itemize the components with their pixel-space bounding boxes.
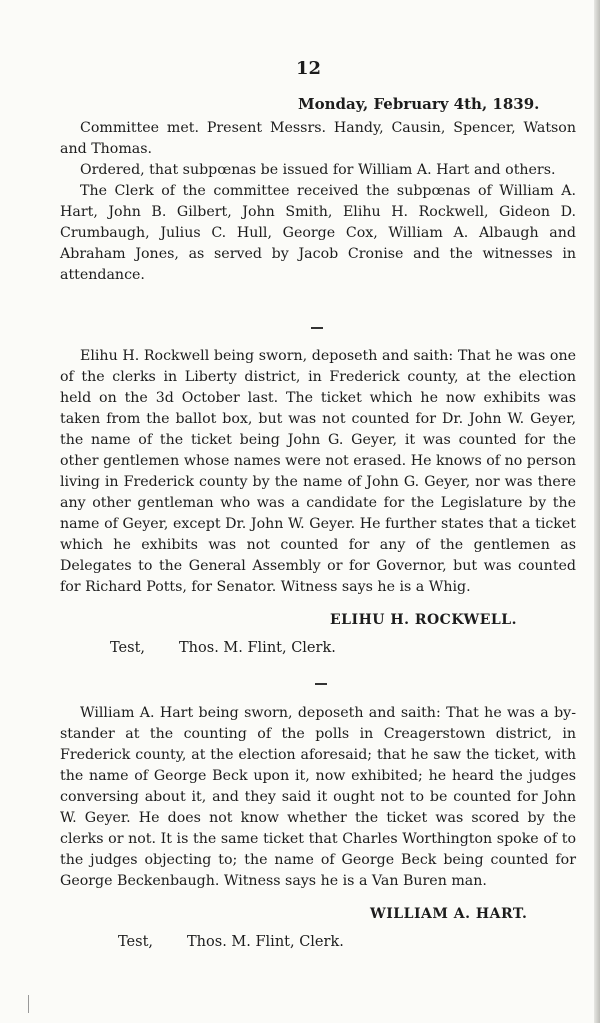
test-label: Test, [110, 640, 146, 656]
test-line-hart [118, 934, 344, 950]
opening-section [60, 118, 576, 286]
date-heading: Monday, February 4th, 1839. [298, 95, 540, 113]
page-number: 12 [296, 58, 322, 79]
section-divider [315, 683, 327, 685]
page-edge-shadow [594, 0, 600, 1023]
signature-hart: WILLIAM A. HART. [370, 906, 528, 922]
test-line-rockwell [110, 640, 336, 656]
opening-paragraph-subpoenas: The Clerk of the committee received the subpœnas of William A. Hart, John B. Gilbert, John Smith, Elihu H. Rockwell, Gideon D. Crumbaugh, Julius C. Hull, George Cox, William A. Albaugh and Abraham Jones, as served by Jacob Cronise and the witnesses in attendance. [60, 183, 576, 283]
opening-paragraph-order: Ordered, that subpœnas be issued for William A. Hart and others. [80, 162, 556, 178]
deposition-hart [60, 703, 576, 892]
deposition-text: Elihu H. Rockwell being sworn, deposeth and saith: That he was one of the clerks in Liberty district, in Frederick county, at the election held on the 3d October last. The ticket which he now exhibits was taken from the ballot box, but was not counted for Dr. John W. Geyer, the name of the ticket being John G. Geyer, it was counted for the other gentlemen whose names were not erased. He knows of no person living in Frederick county by the name of John G. Geyer, nor was there any other gentleman who was a candidate for the Legislature by the name of Geyer, except Dr. John W. Geyer. He further states that a ticket which he exhibits was not counted for any of the gentlemen as Delegates to the General Assembly or for Governor, but was counted for Richard Potts, for Senator. Witness says he is a Whig. [60, 348, 576, 595]
opening-paragraph-committee: Committee met. Present Messrs. Handy, Causin, Spencer, Watson and Thomas. [60, 120, 576, 157]
deposition-rockwell [60, 346, 576, 598]
clerk-signature: Thos. M. Flint, Clerk. [179, 640, 336, 656]
clerk-signature: Thos. M. Flint, Clerk. [187, 934, 344, 950]
section-divider [311, 327, 323, 329]
deposition-text: William A. Hart being sworn, deposeth and saith: That he was a by-stander at the counting of the polls in Creagerstown district, in Frederick county, at the election aforesaid; that he saw the ticket, with the name of George Beck upon it, now exhibited; he heard the judges conversing about it, and they said it ought not to be counted for John W. Geyer. He does not know whether the ticket was scored by the clerks or not. It is the same ticket that Charles Worthington spoke of to the judges objecting to; the name of George Beck being counted for George Beckenbaugh. Witness says he is a Van Buren man. [60, 705, 576, 889]
signature-rockwell: ELIHU H. ROCKWELL. [330, 612, 517, 628]
margin-mark [28, 995, 37, 1013]
test-label: Test, [118, 934, 154, 950]
